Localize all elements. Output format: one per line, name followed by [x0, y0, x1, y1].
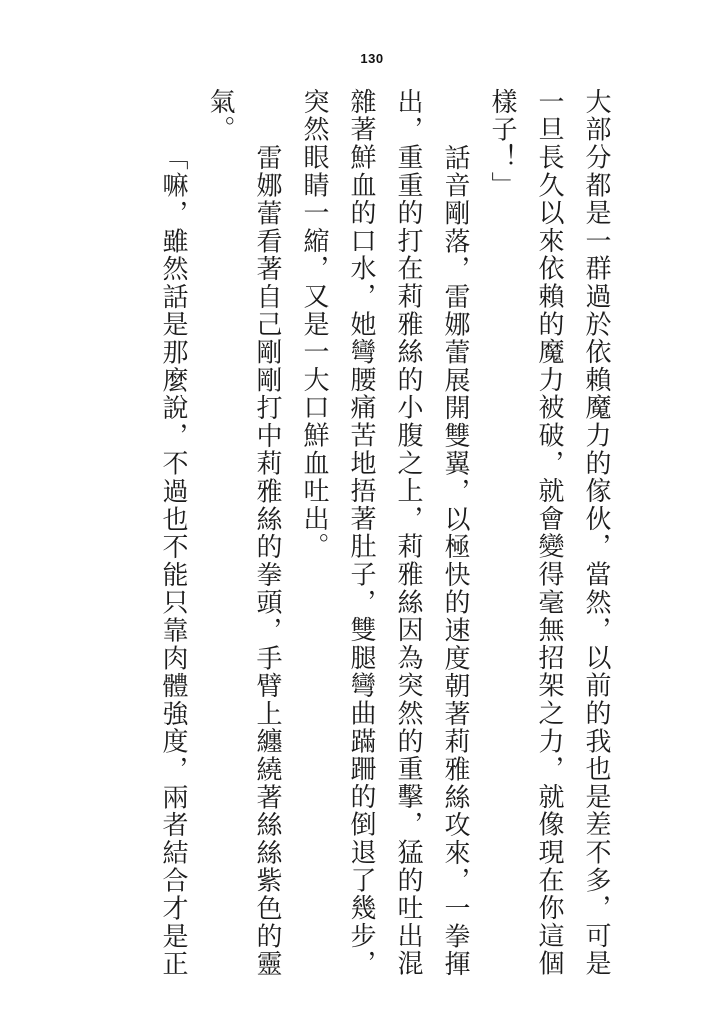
paragraph: 大部分都是一群過於依賴魔力的傢伙，當然，以前的我也是差不多，可是一旦長久以來依賴的魔力被破，就會變得毫無招架之力，就像現在你這個樣子！」	[488, 88, 611, 978]
vertical-text-block	[150, 88, 620, 980]
paragraph: 雷娜蕾看著自己剛剛打中莉雅絲的拳頭，手臂上纏繞著絲絲紫色的靈氣。	[206, 88, 282, 978]
page-number: 130	[360, 51, 384, 66]
paragraph: 話音剛落，雷娜蕾展開雙翼，以極快的速度朝著莉雅絲攻來，一拳揮出，重重的打在莉雅絲的小腹之上，莉雅絲因為突然的重擊，猛的吐出混雜著鮮血的口水，她彎腰痛苦地捂著肚子，雙腿彎曲蹣跚的倒退了幾步，突然眼睛一縮，又是一大口鮮血吐出。	[300, 88, 470, 978]
paragraph: 「嘛，雖然話是那麼說，不過也不能只靠肉體強度，兩者結合才是正	[159, 144, 188, 978]
